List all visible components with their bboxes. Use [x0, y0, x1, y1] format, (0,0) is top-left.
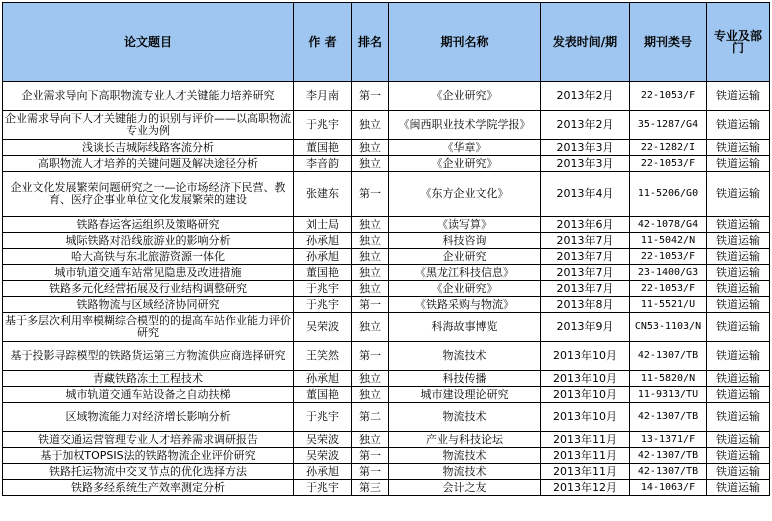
cell-rank[interactable]: 第一 — [352, 172, 389, 217]
cell-journal[interactable]: 《铁路采购与物流》 — [389, 297, 541, 313]
cell-title[interactable]: 区域物流能力对经济增长影响分析 — [3, 403, 294, 432]
cell-title[interactable]: 企业需求导向下人才关键能力的识别与评价——以高职物流专业为例 — [3, 111, 294, 140]
cell-date[interactable]: 2013年7月 — [541, 265, 630, 281]
paper-list-sheet — [2, 2, 770, 496]
table-row — [3, 387, 770, 403]
cell-title[interactable]: 基于加权TOPSIS法的铁路物流企业评价研究 — [3, 448, 294, 464]
cell-date[interactable]: 2013年11月 — [541, 448, 630, 464]
cell-journal[interactable]: 《黑龙江科技信息》 — [389, 265, 541, 281]
cell-author[interactable]: 张建东 — [294, 172, 352, 217]
cell-rank[interactable]: 独立 — [352, 265, 389, 281]
cell-date[interactable]: 2013年10月 — [541, 371, 630, 387]
cell-dept[interactable]: 铁道运输 — [707, 387, 770, 403]
cell-title[interactable]: 企业需求导向下高职物流专业人才关键能力培养研究 — [3, 82, 294, 111]
table-row — [3, 281, 770, 297]
cell-issn[interactable]: 22-1053/F — [630, 281, 707, 297]
cell-author[interactable]: 孙承旭 — [294, 371, 352, 387]
cell-dept[interactable]: 铁道运输 — [707, 172, 770, 217]
cell-date[interactable]: 2013年10月 — [541, 342, 630, 371]
cell-rank[interactable]: 独立 — [352, 156, 389, 172]
cell-rank[interactable]: 独立 — [352, 233, 389, 249]
cell-journal[interactable]: 城市建设理论研究 — [389, 387, 541, 403]
table-row — [3, 464, 770, 480]
cell-date[interactable]: 2013年3月 — [541, 156, 630, 172]
header-title[interactable]: 论文题目 — [3, 3, 294, 82]
table-row — [3, 265, 770, 281]
cell-issn[interactable]: 35-1287/G4 — [630, 111, 707, 140]
cell-issn[interactable]: 42-1078/G4 — [630, 217, 707, 233]
cell-issn[interactable]: 13-1371/F — [630, 432, 707, 448]
cell-title[interactable]: 城市轨道交通车站常见隐患及改进措施 — [3, 265, 294, 281]
cell-date[interactable]: 2013年2月 — [541, 111, 630, 140]
header-author[interactable]: 作 者 — [294, 3, 352, 82]
cell-journal[interactable]: 《读写算》 — [389, 217, 541, 233]
cell-author[interactable]: 于兆宇 — [294, 403, 352, 432]
cell-journal[interactable]: 科技传播 — [389, 371, 541, 387]
cell-title[interactable]: 基于投影寻踪模型的铁路货运第三方物流供应商选择研究 — [3, 342, 294, 371]
cell-issn[interactable]: 11-5206/G0 — [630, 172, 707, 217]
cell-title[interactable]: 铁路春运客运组织及策略研究 — [3, 217, 294, 233]
cell-dept[interactable]: 铁道运输 — [707, 265, 770, 281]
cell-issn[interactable]: 22-1053/F — [630, 82, 707, 111]
cell-issn[interactable]: 22-1053/F — [630, 249, 707, 265]
cell-journal[interactable]: 物流技术 — [389, 342, 541, 371]
cell-dept[interactable]: 铁道运输 — [707, 464, 770, 480]
cell-rank[interactable]: 第二 — [352, 403, 389, 432]
table-row — [3, 140, 770, 156]
cell-date[interactable]: 2013年10月 — [541, 403, 630, 432]
table-row — [3, 156, 770, 172]
cell-journal[interactable]: 《华章》 — [389, 140, 541, 156]
cell-author[interactable]: 董国艳 — [294, 140, 352, 156]
cell-issn[interactable]: 22-1053/F — [630, 156, 707, 172]
cell-issn[interactable]: CN53-1103/N — [630, 313, 707, 342]
cell-title[interactable]: 哈大高铁与东北旅游资源一体化 — [3, 249, 294, 265]
cell-dept[interactable]: 铁道运输 — [707, 403, 770, 432]
cell-author[interactable]: 刘士局 — [294, 217, 352, 233]
cell-date[interactable]: 2013年12月 — [541, 480, 630, 496]
table-row — [3, 403, 770, 432]
cell-author[interactable]: 于兆宇 — [294, 111, 352, 140]
table-row — [3, 448, 770, 464]
cell-title[interactable]: 城市轨道交通车站设备之自动扶梯 — [3, 387, 294, 403]
cell-author[interactable]: 孙承旭 — [294, 249, 352, 265]
cell-title[interactable]: 高职物流人才培养的关键问题及解决途径分析 — [3, 156, 294, 172]
cell-journal[interactable]: 科海故事博览 — [389, 313, 541, 342]
cell-dept[interactable]: 铁道运输 — [707, 432, 770, 448]
cell-journal[interactable]: 物流技术 — [389, 464, 541, 480]
cell-dept[interactable]: 铁道运输 — [707, 82, 770, 111]
cell-date[interactable]: 2013年9月 — [541, 313, 630, 342]
table-row — [3, 111, 770, 140]
table-row — [3, 82, 770, 111]
cell-author[interactable]: 于兆宇 — [294, 281, 352, 297]
cell-rank[interactable]: 独立 — [352, 217, 389, 233]
table-row — [3, 249, 770, 265]
cell-author[interactable]: 吴荣波 — [294, 448, 352, 464]
cell-author[interactable]: 孙承旭 — [294, 233, 352, 249]
cell-rank[interactable]: 第一 — [352, 297, 389, 313]
cell-issn[interactable]: 22-1282/I — [630, 140, 707, 156]
cell-rank[interactable]: 独立 — [352, 371, 389, 387]
cell-issn[interactable]: 11-9313/TU — [630, 387, 707, 403]
cell-author[interactable]: 于兆宇 — [294, 480, 352, 496]
cell-dept[interactable]: 铁道运输 — [707, 448, 770, 464]
cell-date[interactable]: 2013年4月 — [541, 172, 630, 217]
cell-title[interactable]: 企业文化发展繁荣问题研究之一—论市场经济下民营、教育、医疗企事业单位文化发展繁荣的建设 — [3, 172, 294, 217]
cell-issn[interactable]: 11-5042/N — [630, 233, 707, 249]
table-row — [3, 432, 770, 448]
table-row — [3, 297, 770, 313]
cell-journal[interactable]: 产业与科技论坛 — [389, 432, 541, 448]
cell-title[interactable]: 青藏铁路冻土工程技术 — [3, 371, 294, 387]
table-row — [3, 217, 770, 233]
cell-rank[interactable]: 第一 — [352, 464, 389, 480]
cell-title[interactable]: 铁路多经系统生产效率测定分析 — [3, 480, 294, 496]
cell-dept[interactable]: 铁道运输 — [707, 217, 770, 233]
cell-rank[interactable]: 独立 — [352, 111, 389, 140]
table-row — [3, 371, 770, 387]
cell-title[interactable]: 铁路多元化经营拓展及行业结构调整研究 — [3, 281, 294, 297]
cell-title[interactable]: 铁路托运物流中交叉节点的优化选择方法 — [3, 464, 294, 480]
cell-issn[interactable]: 11-5521/U — [630, 297, 707, 313]
cell-author[interactable]: 王笑然 — [294, 342, 352, 371]
cell-author[interactable]: 于兆宇 — [294, 297, 352, 313]
cell-issn[interactable]: 42-1307/TB — [630, 342, 707, 371]
cell-journal[interactable]: 物流技术 — [389, 448, 541, 464]
cell-dept[interactable]: 铁道运输 — [707, 281, 770, 297]
cell-journal[interactable]: 《企业研究》 — [389, 156, 541, 172]
cell-rank[interactable]: 独立 — [352, 313, 389, 342]
cell-author[interactable]: 吴荣波 — [294, 432, 352, 448]
header-date[interactable]: 发表时间/期 — [541, 3, 630, 82]
cell-issn[interactable]: 42-1307/TB — [630, 448, 707, 464]
cell-issn[interactable]: 42-1307/TB — [630, 464, 707, 480]
cell-dept[interactable]: 铁道运输 — [707, 371, 770, 387]
cell-rank[interactable]: 第一 — [352, 448, 389, 464]
cell-dept[interactable]: 铁道运输 — [707, 249, 770, 265]
paper-table — [2, 2, 770, 496]
cell-dept[interactable]: 铁道运输 — [707, 313, 770, 342]
table-row — [3, 480, 770, 496]
cell-dept[interactable]: 铁道运输 — [707, 233, 770, 249]
cell-rank[interactable]: 独立 — [352, 432, 389, 448]
cell-journal[interactable]: 物流技术 — [389, 403, 541, 432]
cell-journal[interactable]: 企业研究 — [389, 249, 541, 265]
cell-date[interactable]: 2013年7月 — [541, 281, 630, 297]
cell-dept[interactable]: 铁道运输 — [707, 342, 770, 371]
cell-dept[interactable]: 铁道运输 — [707, 297, 770, 313]
cell-rank[interactable]: 独立 — [352, 387, 389, 403]
cell-issn[interactable]: 14-1063/F — [630, 480, 707, 496]
cell-journal[interactable]: 《东方企业文化》 — [389, 172, 541, 217]
cell-rank[interactable]: 独立 — [352, 249, 389, 265]
cell-date[interactable]: 2013年2月 — [541, 82, 630, 111]
cell-author[interactable]: 吴荣波 — [294, 313, 352, 342]
cell-journal[interactable]: 《闽西职业技术学院学报》 — [389, 111, 541, 140]
cell-title[interactable]: 铁路物流与区域经济协同研究 — [3, 297, 294, 313]
cell-author[interactable]: 董国艳 — [294, 265, 352, 281]
cell-date[interactable]: 2013年8月 — [541, 297, 630, 313]
cell-title[interactable]: 城际铁路对沿线旅游业的影响分析 — [3, 233, 294, 249]
cell-author[interactable]: 董国艳 — [294, 387, 352, 403]
cell-rank[interactable]: 第一 — [352, 82, 389, 111]
cell-author[interactable]: 李音韵 — [294, 156, 352, 172]
cell-issn[interactable]: 42-1307/TB — [630, 403, 707, 432]
table-row — [3, 172, 770, 217]
cell-rank[interactable]: 独立 — [352, 140, 389, 156]
cell-date[interactable]: 2013年7月 — [541, 249, 630, 265]
cell-rank[interactable]: 第三 — [352, 480, 389, 496]
cell-title[interactable]: 铁道交通运营管理专业人才培养需求调研报告 — [3, 432, 294, 448]
cell-issn[interactable]: 11-5820/N — [630, 371, 707, 387]
cell-author[interactable]: 李月南 — [294, 82, 352, 111]
cell-dept[interactable]: 铁道运输 — [707, 140, 770, 156]
cell-rank[interactable]: 独立 — [352, 281, 389, 297]
cell-date[interactable]: 2013年6月 — [541, 217, 630, 233]
cell-author[interactable]: 孙承旭 — [294, 464, 352, 480]
header-row — [3, 3, 770, 82]
cell-title[interactable]: 基于多层次利用率模糊综合模型的的提高车站作业能力评价研究 — [3, 313, 294, 342]
cell-date[interactable]: 2013年3月 — [541, 140, 630, 156]
header-issn[interactable]: 期刊类号 — [630, 3, 707, 82]
cell-rank[interactable]: 第一 — [352, 342, 389, 371]
cell-date[interactable]: 2013年10月 — [541, 387, 630, 403]
table-row — [3, 342, 770, 371]
header-dept[interactable]: 专业及部门 — [707, 3, 770, 82]
cell-journal[interactable]: 《企业研究》 — [389, 281, 541, 297]
cell-journal[interactable]: 会计之友 — [389, 480, 541, 496]
cell-date[interactable]: 2013年11月 — [541, 464, 630, 480]
cell-issn[interactable]: 23-1400/G3 — [630, 265, 707, 281]
cell-date[interactable]: 2013年7月 — [541, 233, 630, 249]
table-row — [3, 313, 770, 342]
cell-date[interactable]: 2013年11月 — [541, 432, 630, 448]
cell-journal[interactable]: 科技咨询 — [389, 233, 541, 249]
header-journal[interactable]: 期刊名称 — [389, 3, 541, 82]
table-row — [3, 233, 770, 249]
cell-journal[interactable]: 《企业研究》 — [389, 82, 541, 111]
cell-dept[interactable]: 铁道运输 — [707, 111, 770, 140]
header-rank[interactable]: 排名 — [352, 3, 389, 82]
cell-dept[interactable]: 铁道运输 — [707, 156, 770, 172]
cell-dept[interactable]: 铁道运输 — [707, 480, 770, 496]
cell-title[interactable]: 浅谈长吉城际线路客流分析 — [3, 140, 294, 156]
